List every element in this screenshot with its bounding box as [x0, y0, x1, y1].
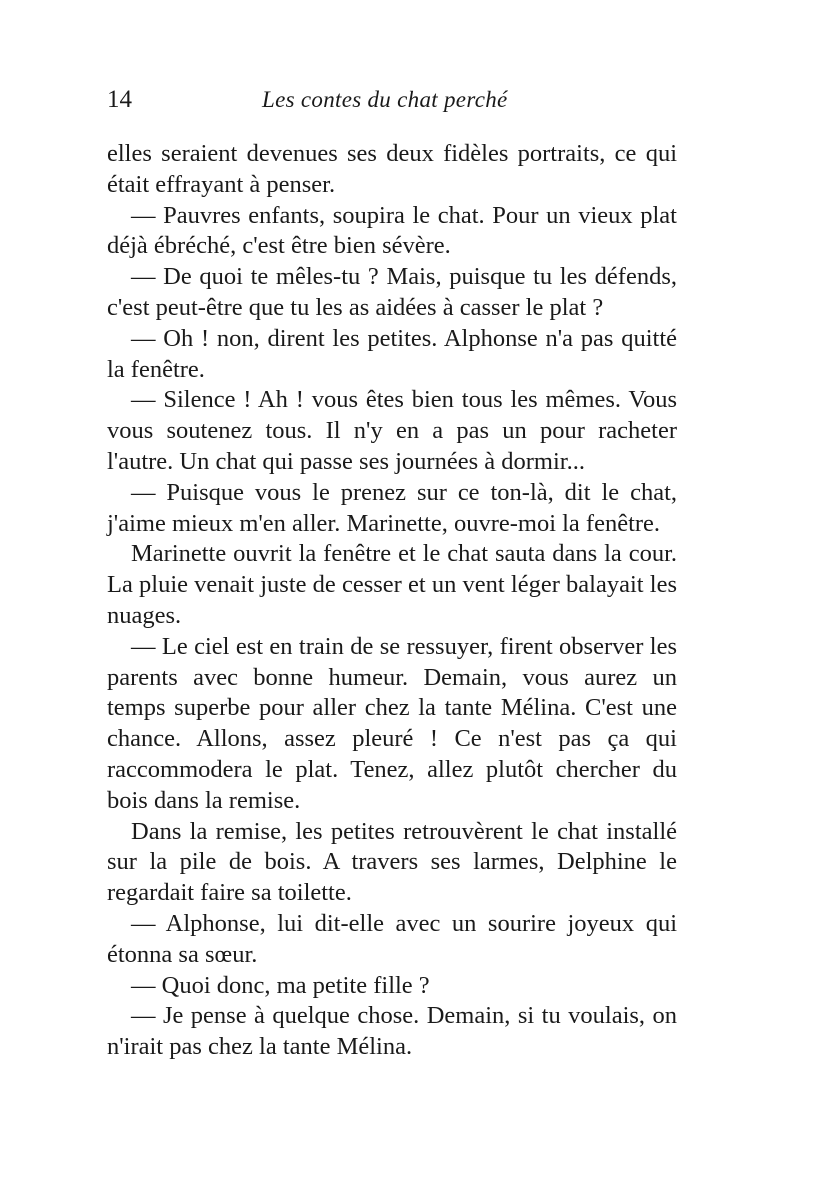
paragraph-8: — Le ciel est en train de se ressuyer, firent observer les parents avec bonne humeur. Demain, vous aurez un temps superbe pour aller chez la tante Mélina. C'est une chance. Allons, assez pleuré ! Ce n'est pas ça qui raccommodera le plat. Tenez, allez plutôt chercher du bois dans la remise. [107, 632, 677, 814]
paragraph-9: Dans la remise, les petites retrouvèrent le chat installé sur la pile de bois. A travers ses larmes, Delphine le regardait faire sa toilette. [107, 817, 677, 907]
paragraph-10: — Alphonse, lui dit-elle avec un sourire joyeux qui étonna sa sœur. [107, 909, 677, 968]
paragraph-6: — Puisque vous le prenez sur ce ton-là, dit le chat, j'aime mieux m'en aller. Marinette, ouvre-moi la fenêtre. [107, 478, 677, 537]
paragraph-11: — Quoi donc, ma petite fille ? [131, 971, 430, 999]
paragraph-2: — Pauvres enfants, soupira le chat. Pour un vieux plat déjà ébréché, c'est être bien sévère. [107, 201, 677, 260]
paragraph-4: — Oh ! non, dirent les petites. Alphonse n'a pas quitté la fenêtre. [107, 324, 677, 383]
paragraph-3: — De quoi te mêles-tu ? Mais, puisque tu les défends, c'est peut-être que tu les as aidées à casser le plat ? [107, 263, 677, 321]
paragraph-12: — Je pense à quelque chose. Demain, si tu voulais, on n'irait pas chez la tante Mélina. [107, 1002, 677, 1061]
page-number: 14 [107, 86, 132, 113]
running-head [107, 84, 677, 116]
paragraph-5: — Silence ! Ah ! vous êtes bien tous les mêmes. Vous vous soutenez tous. Il n'y en a pas un pour racheter l'autre. Un chat qui passe ses journées à dormir... [107, 386, 677, 475]
text-body [107, 139, 677, 1063]
running-title: Les contes du chat perché [262, 87, 508, 112]
paragraph-1: elles seraient devenues ses deux fidèles portraits, ce qui était effrayant à penser. [107, 140, 677, 198]
paragraph-7: Marinette ouvrit la fenêtre et le chat sauta dans la cour. La pluie venait juste de cesser et un vent léger balayait les nuages. [107, 540, 677, 629]
